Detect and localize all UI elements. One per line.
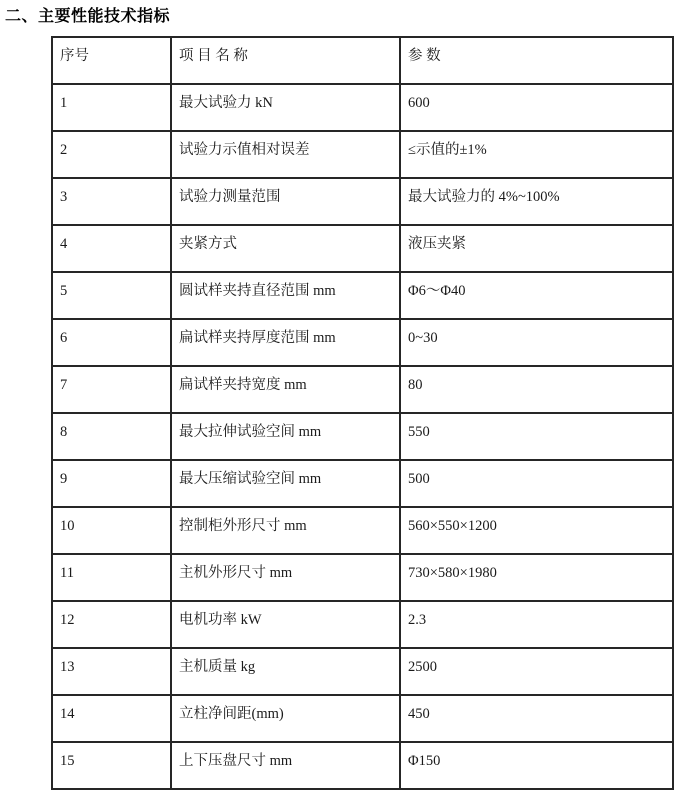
param-value-cell: 550 bbox=[400, 413, 673, 460]
table-row bbox=[52, 225, 673, 272]
param-value-cell: 600 bbox=[400, 84, 673, 131]
row-number-cell: 13 bbox=[52, 648, 171, 695]
param-value-cell: 80 bbox=[400, 366, 673, 413]
item-name-cell: 最大压缩试验空间 mm bbox=[171, 460, 400, 507]
row-number-cell: 7 bbox=[52, 366, 171, 413]
table-row bbox=[52, 648, 673, 695]
row-number-cell: 10 bbox=[52, 507, 171, 554]
row-number-cell: 2 bbox=[52, 131, 171, 178]
header-cell-name: 项 目 名 称 bbox=[171, 37, 400, 84]
item-name-cell: 夹紧方式 bbox=[171, 225, 400, 272]
table-row bbox=[52, 742, 673, 789]
item-name-cell: 扁试样夹持宽度 mm bbox=[171, 366, 400, 413]
spec-table bbox=[51, 36, 674, 790]
table-row bbox=[52, 601, 673, 648]
table-row bbox=[52, 84, 673, 131]
row-number-cell: 11 bbox=[52, 554, 171, 601]
item-name-cell: 上下压盘尺寸 mm bbox=[171, 742, 400, 789]
row-number-cell: 12 bbox=[52, 601, 171, 648]
row-number-cell: 14 bbox=[52, 695, 171, 742]
param-value-cell: ≤示值的±1% bbox=[400, 131, 673, 178]
param-value-cell: Φ150 bbox=[400, 742, 673, 789]
table-row bbox=[52, 366, 673, 413]
table-row bbox=[52, 413, 673, 460]
header-row bbox=[52, 37, 673, 84]
row-number-cell: 4 bbox=[52, 225, 171, 272]
table-row bbox=[52, 178, 673, 225]
row-number-cell: 6 bbox=[52, 319, 171, 366]
item-name-cell: 控制柜外形尺寸 mm bbox=[171, 507, 400, 554]
item-name-cell: 扁试样夹持厚度范围 mm bbox=[171, 319, 400, 366]
table-row bbox=[52, 131, 673, 178]
header-cell-no: 序号 bbox=[52, 37, 171, 84]
item-name-cell: 主机质量 kg bbox=[171, 648, 400, 695]
param-value-cell: 730×580×1980 bbox=[400, 554, 673, 601]
param-value-cell: 2500 bbox=[400, 648, 673, 695]
param-value-cell: Φ6～Φ40 bbox=[400, 272, 673, 319]
item-name-cell: 试验力测量范围 bbox=[171, 178, 400, 225]
table-body bbox=[52, 84, 673, 789]
table-row bbox=[52, 460, 673, 507]
param-value-cell: 最大试验力的 4%~100% bbox=[400, 178, 673, 225]
row-number-cell: 1 bbox=[52, 84, 171, 131]
param-value-cell: 500 bbox=[400, 460, 673, 507]
item-name-cell: 最大拉伸试验空间 mm bbox=[171, 413, 400, 460]
row-number-cell: 9 bbox=[52, 460, 171, 507]
table-row bbox=[52, 695, 673, 742]
table-row bbox=[52, 319, 673, 366]
item-name-cell: 电机功率 kW bbox=[171, 601, 400, 648]
row-number-cell: 15 bbox=[52, 742, 171, 789]
table-row bbox=[52, 507, 673, 554]
header-cell-param: 参 数 bbox=[400, 37, 673, 84]
section-title: 二、主要性能技术指标 bbox=[5, 8, 171, 25]
item-name-cell: 立柱净间距(mm) bbox=[171, 695, 400, 742]
table-row bbox=[52, 272, 673, 319]
row-number-cell: 8 bbox=[52, 413, 171, 460]
item-name-cell: 最大试验力 kN bbox=[171, 84, 400, 131]
row-number-cell: 5 bbox=[52, 272, 171, 319]
param-value-cell: 0~30 bbox=[400, 319, 673, 366]
table-header bbox=[52, 37, 673, 84]
row-number-cell: 3 bbox=[52, 178, 171, 225]
item-name-cell: 主机外形尺寸 mm bbox=[171, 554, 400, 601]
item-name-cell: 试验力示值相对误差 bbox=[171, 131, 400, 178]
param-value-cell: 液压夹紧 bbox=[400, 225, 673, 272]
param-value-cell: 450 bbox=[400, 695, 673, 742]
table-row bbox=[52, 554, 673, 601]
param-value-cell: 2.3 bbox=[400, 601, 673, 648]
param-value-cell: 560×550×1200 bbox=[400, 507, 673, 554]
item-name-cell: 圆试样夹持直径范围 mm bbox=[171, 272, 400, 319]
